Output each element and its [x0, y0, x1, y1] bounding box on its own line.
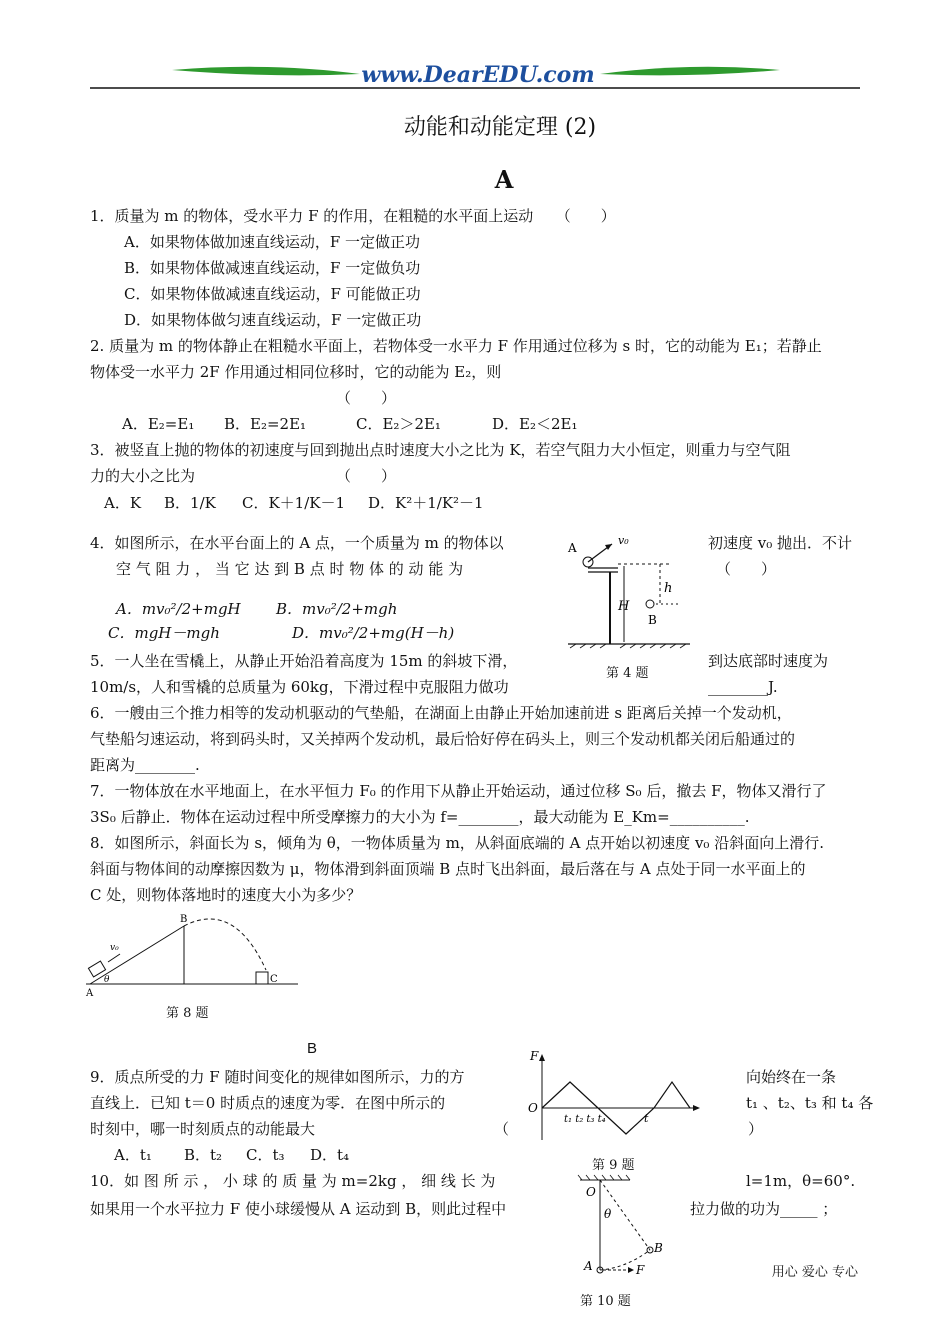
q9-figure	[526, 1046, 706, 1146]
q4-caption: 第 4 题	[606, 666, 649, 681]
q1-option-b: B．如果物体做减速直线运动，F 一定做负功	[124, 259, 421, 277]
q3-option-b: B．1/K	[164, 494, 216, 512]
q9-caption: 第 9 题	[592, 1158, 635, 1173]
q9-option-c: C．t₃	[246, 1146, 285, 1164]
q10-line2-left: 如果用一个水平拉力 F 使小球缓慢从 A 运动到 B，则此过程中	[90, 1200, 507, 1218]
q9-line3-mid: （	[494, 1120, 510, 1138]
section-a-heading: A	[494, 165, 514, 194]
q3-paren: （ ）	[336, 467, 397, 485]
q2-option-a: A．E₂=E₁	[122, 415, 195, 433]
x-axis-arrowhead	[693, 1105, 700, 1111]
label-ticks: t₁ t₂ t₃ t₄	[564, 1114, 606, 1125]
q3-option-c: C．K＋1/K－1	[242, 494, 346, 512]
q9-line3-right: ）	[748, 1120, 764, 1138]
q5-line2-left: 10m/s，人和雪橇的总质量为 60kg，下滑过程中克服阻力做功	[90, 678, 509, 696]
q8-figure	[84, 912, 304, 1002]
label-t: t	[644, 1112, 649, 1125]
q3-option-a: A．K	[104, 494, 142, 512]
page-title: 动能和动能定理 (2)	[403, 115, 597, 140]
label-h: h	[664, 581, 673, 596]
q10-caption: 第 10 题	[580, 1294, 631, 1309]
q2-option-c: C．E₂＞2E₁	[356, 415, 441, 433]
q4-option-c: C．mgH－mgh	[108, 624, 220, 642]
label-v0: v₀	[110, 943, 119, 953]
label-theta: θ	[604, 1207, 612, 1221]
q9-option-a: A．t₁	[114, 1146, 152, 1164]
q4-option-a: A．mv₀²/2+mgH	[116, 600, 241, 618]
header-banner	[90, 58, 862, 92]
label-a: A	[86, 988, 94, 999]
q9-line1-left: 9．质点所受的力 F 随时间变化的规律如图所示，力的方	[90, 1068, 465, 1086]
q1-stem: 1．质量为 m 的物体，受水平力 F 的作用，在粗糙的水平面上运动 （ ）	[90, 207, 616, 225]
q2-paren: （ ）	[336, 389, 397, 407]
q2-option-d: D．E₂＜2E₁	[492, 415, 578, 433]
q8-caption: 第 8 题	[166, 1006, 209, 1021]
ceiling-hatch	[578, 1175, 630, 1180]
left-leaf-decoration	[172, 67, 360, 76]
q3-option-d: D．K²＋1/K²－1	[368, 494, 484, 512]
right-leaf-decoration	[600, 67, 780, 76]
q9-line3-left: 时刻中，哪一时刻质点的动能最大	[90, 1120, 316, 1138]
q9-line2-right: t₁ 、t₂、t₃ 和 t₄ 各	[746, 1094, 874, 1112]
q6-line2: 气垫船匀速运动，将到码头时，又关掉两个发动机，最后恰好停在码头上，则三个发动机都关闭后船通过的	[90, 730, 796, 748]
label-H: H	[618, 599, 630, 614]
q10-line2-right: 拉力做的功为_____ ；	[690, 1200, 838, 1218]
q4-line2-right: （ ）	[716, 560, 777, 578]
q1-option-c: C．如果物体做减速直线运动，F 可能做正功	[124, 285, 421, 303]
q8-line1: 8．如图所示，斜面长为 s，倾角为 θ，一物体质量为 m，从斜面底端的 A 点开始以初速度 v₀ 沿斜面向上滑行.	[90, 834, 824, 852]
label-f: F	[636, 1263, 645, 1277]
q1-option-a: A．如果物体做加速直线运动，F 一定做正功	[124, 233, 421, 251]
v0-arrow	[108, 954, 120, 962]
q2-option-b: B．E₂=2E₁	[224, 415, 307, 433]
label-v0: v₀	[618, 534, 629, 547]
q7-line1: 7．一物体放在水平地面上，在水平恒力 F₀ 的作用下从静止开始运动，通过位移 S₀ 后，撤去 F，物体又滑行了	[90, 782, 827, 800]
q10-figure	[574, 1174, 684, 1286]
q4-line2-left: 空 气 阻 力 ， 当 它 达 到 B 点 时 物 体 的 动 能 为	[116, 560, 464, 578]
trajectory	[184, 919, 266, 970]
q4-option-b: B．mv₀²/2+mgh	[276, 600, 398, 618]
q10-line1-left: 10．如 图 所 示 ， 小 球 的 质 量 为 m=2kg ， 细 线 长 为	[90, 1172, 496, 1190]
block-at-c	[256, 972, 268, 984]
section-b-heading: B	[307, 1040, 318, 1057]
label-c: C	[270, 974, 278, 985]
footer-slogan: 用心 爱心 专心	[771, 1265, 858, 1280]
label-f: F	[530, 1049, 539, 1063]
q6-line3: 距离为________.	[90, 756, 200, 774]
q2-line1: 2. 质量为 m 的物体静止在粗糙水平面上，若物体受一水平力 F 作用通过位移为 s 时，它的动能为 E₁；若静止	[90, 337, 822, 355]
q9-option-d: D．t₄	[310, 1146, 350, 1164]
label-a: A	[568, 541, 577, 555]
force-arrowhead	[628, 1267, 634, 1273]
label-b: B	[648, 613, 657, 627]
q3-line1: 3．被竖直上抛的物体的初速度与回到抛出点时速度大小之比为 K，若空气阻力大小恒定，则重力与空气阻	[90, 441, 791, 459]
q4-line1-right: 初速度 v₀ 抛出．不计	[708, 534, 853, 552]
label-o: O	[586, 1185, 596, 1199]
label-theta: θ	[104, 975, 110, 985]
label-a: A	[584, 1259, 593, 1273]
q4-line1-left: 4．如图所示，在水平台面上的 A 点，一个质量为 m 的物体以	[90, 534, 504, 552]
q6-line1: 6．一艘由三个推力相等的发动机驱动的气垫船，在湖面上由静止开始加速前进 s 距离后关掉一个发动机，	[90, 704, 792, 722]
y-axis-arrowhead	[539, 1054, 545, 1061]
q8-line2: 斜面与物体间的动摩擦因数为 μ，物体滑到斜面顶端 B 点时飞出斜面，最后落在与 A 点处于同一水平面上的	[90, 860, 806, 878]
q2-line2: 物体受一水平力 2F 作用通过相同位移时，它的动能为 E₂，则	[90, 363, 502, 381]
q5-line1-left: 5．一人坐在雪橇上，从静止开始沿着高度为 15m 的斜坡下滑，	[90, 652, 518, 670]
q4-option-d: D．mv₀²/2+mg(H－h)	[292, 624, 455, 642]
q9-option-b: B．t₂	[184, 1146, 223, 1164]
logo-text: www.DearEDU.com	[361, 62, 595, 88]
q1-option-d: D．如果物体做匀速直线运动，F 一定做正功	[124, 311, 422, 329]
q8-line3: C 处，则物体落地时的速度大小为多少？	[90, 886, 362, 904]
label-o: O	[528, 1101, 538, 1115]
label-b: B	[654, 1241, 663, 1255]
label-b: B	[180, 914, 188, 925]
q9-line1-right: 向始终在一条	[746, 1068, 837, 1086]
q7-line2: 3S₀ 后静止．物体在运动过程中所受摩擦力的大小为 f=________，最大动能为 E_Km=__________.	[90, 808, 750, 826]
q3-line2: 力的大小之比为	[90, 467, 196, 485]
ball-at-b	[646, 600, 654, 608]
block	[88, 961, 105, 977]
q5-line2-right: ________J.	[708, 678, 778, 696]
q10-line1-right: l=1m，θ=60°.	[746, 1172, 856, 1190]
q5-line1-right: 到达底部时速度为	[708, 652, 829, 670]
q9-line2-left: 直线上．已知 t＝0 时质点的速度为零．在图中所示的	[90, 1094, 446, 1112]
q4-figure	[560, 528, 700, 658]
